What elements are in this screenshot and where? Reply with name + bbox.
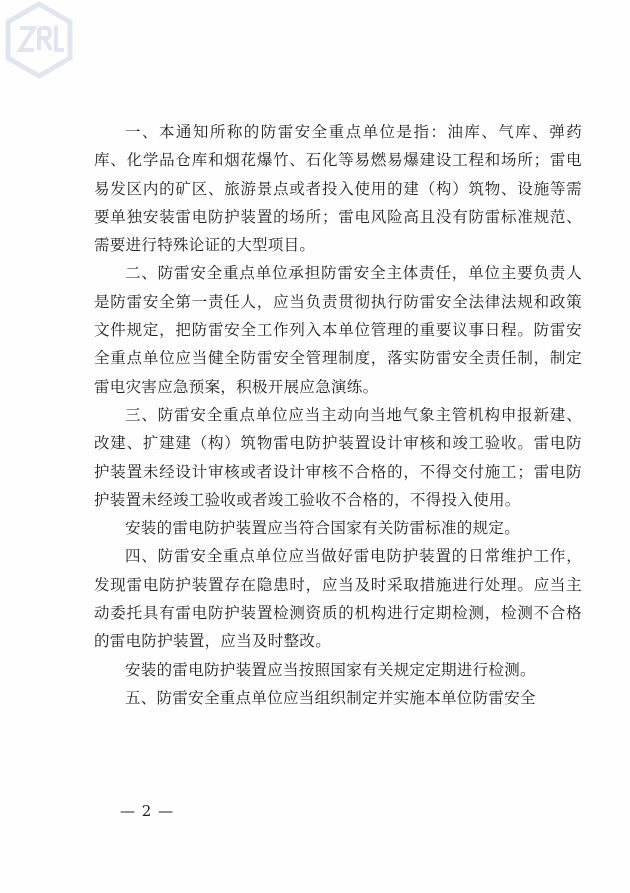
paragraph-7: 五、防雷安全重点单位应当组织制定并实施本单位防雷安全 [125, 688, 536, 707]
paragraph-3: 三、防雷安全重点单位应当主动向当地气象主管机构申报新建、改建、扩建建（构）筑物雷电防护装置设计审核和竣工验收。雷电防护装置未经设计审核或者设计审核不合格的，不得交付施工；雷电防护装置未经竣工验收或者竣工验收不合格的，不得投入使用。 [94, 405, 582, 509]
paragraph-4: 安装的雷电防护装置应当符合国家有关防雷标准的规定。 [125, 519, 521, 538]
paragraph-1: 一、本通知所称的防雷安全重点单位是指：油库、气库、弹药库、化学品仓库和烟花爆竹、石化等易燃易爆建设工程和场所；雷电易发区内的矿区、旅游景点或者投入使用的建（构）筑物、设施等需要单独安装雷电防护装置的场所；雷电风险高且没有防雷标准规范、需要进行特殊论证的大型项目。 [94, 123, 582, 255]
paragraph-5: 四、防雷安全重点单位应当做好雷电防护装置的日常维护工作，发现雷电防护装置存在隐患时，应当及时采取措施进行处理。应当主动委托具有雷电防护装置检测资质的机构进行定期检测，检测不合格的雷电防护装置，应当及时整改。 [94, 547, 582, 651]
paragraph-2: 二、防雷安全重点单位承担防雷安全主体责任，单位主要负责人是防雷安全第一责任人，应当负责贯彻执行防雷安全法律法规和政策文件规定，把防雷安全工作列入本单位管理的重要议事日程。防雷安全重点单位应当健全防雷安全管理制度，落实防雷安全责任制，制定雷电灾害应急预案，积极开展应急演练。 [94, 264, 582, 396]
watermark-logo-icon [2, 0, 76, 80]
page-number: — 2 — [120, 802, 175, 820]
paragraph-6: 安装的雷电防护装置应当按照国家有关规定定期进行检测。 [125, 660, 536, 679]
document-body [94, 118, 582, 712]
